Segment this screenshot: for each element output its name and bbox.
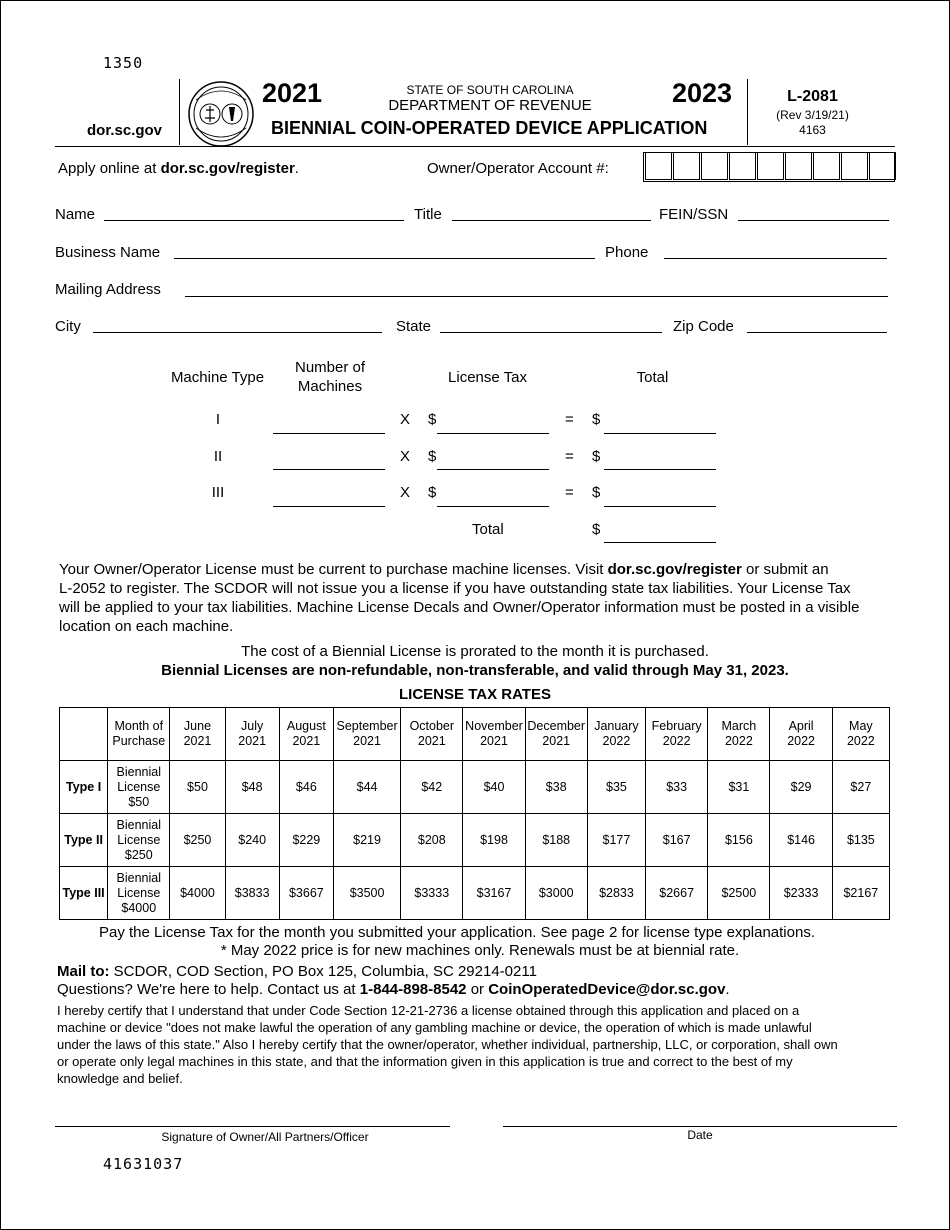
rate-cell: $208 (401, 814, 463, 867)
times-sign: X (400, 411, 411, 428)
license-desc-cell: Biennial License $4000 (108, 867, 170, 920)
dollar-sign: $ (592, 411, 601, 428)
license-desc-cell: Biennial License $250 (108, 814, 170, 867)
license-type-cell: Type II (60, 814, 108, 867)
times-sign: X (400, 484, 411, 501)
header-rule (55, 146, 895, 147)
mailing-address-input[interactable] (185, 296, 888, 297)
account-digit-box[interactable] (729, 152, 756, 180)
account-digit-box[interactable] (645, 152, 672, 180)
zip-label: Zip Code (673, 318, 734, 335)
rate-cell: $4000 (170, 867, 225, 920)
machine-type-label: I (215, 411, 221, 428)
month-of-purchase-header: Month of Purchase (108, 708, 170, 761)
business-name-input[interactable] (174, 258, 595, 259)
mailing-address-label: Mailing Address (55, 281, 161, 298)
license-tax-input[interactable] (437, 506, 549, 507)
header-divider-left (179, 79, 180, 145)
name-label: Name (55, 206, 96, 223)
license-tax-header: License Tax (448, 369, 527, 386)
rate-cell: $198 (463, 814, 525, 867)
department-name: DEPARTMENT OF REVENUE (388, 97, 592, 114)
dollar-sign: $ (592, 484, 601, 501)
number-of-machines-header-2: Machines (297, 378, 363, 395)
city-label: City (55, 318, 81, 335)
form-title: BIENNIAL COIN-OPERATED DEVICE APPLICATION (271, 118, 708, 138)
license-type-cell: Type I (60, 761, 108, 814)
rate-cell: $3833 (225, 867, 279, 920)
account-digit-box[interactable] (841, 152, 868, 180)
form-id: 4163 (799, 123, 826, 137)
machine-count-input[interactable] (273, 433, 385, 434)
month-header: October 2021 (401, 708, 463, 761)
form-revision: (Rev 3/19/21) (776, 108, 849, 122)
rate-cell: $188 (525, 814, 587, 867)
license-tax-rates-table (59, 707, 890, 920)
city-input[interactable] (93, 332, 382, 333)
email-link[interactable]: CoinOperatedDevice@dor.sc.gov (488, 981, 726, 998)
rate-cell: $167 (646, 814, 708, 867)
row-total-input[interactable] (604, 433, 716, 434)
pay-note: Pay the License Tax for the month you submitted your application. See page 2 for license type explanations. (99, 924, 815, 941)
license-tax-input[interactable] (437, 469, 549, 470)
rate-cell: $2833 (587, 867, 645, 920)
dollar-sign: $ (592, 448, 601, 465)
date-input[interactable] (503, 1126, 897, 1127)
rate-cell: $38 (525, 761, 587, 814)
dollar-sign: $ (428, 448, 437, 465)
may-note: * May 2022 price is for new machines only. Renewals must be at biennial rate. (220, 942, 740, 959)
row-total-input[interactable] (604, 506, 716, 507)
machine-type-label: III (211, 484, 225, 501)
title-label: Title (414, 206, 442, 223)
month-header: July 2021 (225, 708, 279, 761)
mail-to: Mail to: SCDOR, COD Section, PO Box 125, Columbia, SC 29214-0211 (57, 963, 537, 980)
rate-cell: $229 (279, 814, 333, 867)
header-divider-right (747, 79, 748, 145)
rate-cell: $46 (279, 761, 333, 814)
rate-cell: $35 (587, 761, 645, 814)
fein-label: FEIN/SSN (659, 206, 729, 223)
month-header: November 2021 (463, 708, 525, 761)
rate-cell: $3000 (525, 867, 587, 920)
month-header: December 2021 (525, 708, 587, 761)
month-header: January 2022 (587, 708, 645, 761)
rate-cell: $146 (770, 814, 832, 867)
dollar-sign: $ (428, 484, 437, 501)
rate-cell: $50 (170, 761, 225, 814)
apply-online-text: Apply online at dor.sc.gov/register. (58, 160, 299, 177)
table-corner-cell (60, 708, 108, 761)
times-sign: X (400, 448, 411, 465)
equals-sign: = (565, 448, 574, 465)
grand-total-label: Total (472, 521, 504, 538)
certification-text: I hereby certify that I understand that under Code Section 12-21-2736 a license obtained through this application and placed on a machine or device "does not make lawful the operation of any gambling machine or device, the operation of which is made unlawful under the laws of this state." Also I hereby certify that the owner/operator, whether individual, partnership, LLC, or corporation, shall own or operate only legal machines in this state, and that the information given in this application is true and correct to the best of my knowledge and belief. (57, 1003, 838, 1086)
license-desc-cell: Biennial License $50 (108, 761, 170, 814)
month-header: April 2022 (770, 708, 832, 761)
state-label: State (396, 318, 432, 335)
rate-cell: $3667 (279, 867, 333, 920)
state-seal-icon (186, 80, 256, 148)
rate-cell: $2333 (770, 867, 832, 920)
machine-count-input[interactable] (273, 469, 385, 470)
form-number: L-2081 (787, 88, 838, 105)
rate-cell: $2667 (646, 867, 708, 920)
rate-cell: $2167 (832, 867, 889, 920)
account-digit-box[interactable] (673, 152, 700, 180)
rate-cell: $40 (463, 761, 525, 814)
total-header: Total (636, 369, 669, 386)
rate-cell: $42 (401, 761, 463, 814)
rate-cell: $48 (225, 761, 279, 814)
date-label: Date (687, 1128, 713, 1142)
owner-license-notice: Your Owner/Operator License must be current to purchase machine licenses. Visit dor.sc.gov/register or submit an L-2052 to register. The SCDOR will not issue you a license if you have outstanding state tax liabilities. Your License Tax will be applied to your tax liabilities. Machine License Decals and Owner/Operator information must be posted in a visible location on each machine. (59, 561, 860, 635)
rate-cell: $240 (225, 814, 279, 867)
questions-line: Questions? We're here to help. Contact us at 1-844-898-8542 or CoinOperatedDevice@dor.sc.gov. (57, 981, 730, 998)
machine-type-header: Machine Type (170, 369, 265, 386)
prorated-note: The cost of a Biennial License is prorated to the month it is purchased. (241, 643, 709, 660)
account-digit-box[interactable] (757, 152, 784, 180)
year-start: 2021 (262, 78, 323, 108)
title-input[interactable] (452, 220, 651, 221)
rate-cell: $2500 (708, 867, 770, 920)
table-row (60, 761, 890, 814)
phone-input[interactable] (664, 258, 887, 259)
license-tax-input[interactable] (437, 433, 549, 434)
signature-input[interactable] (55, 1126, 450, 1127)
rate-cell: $135 (832, 814, 889, 867)
rate-cell: $177 (587, 814, 645, 867)
table-header-row (60, 708, 890, 761)
machine-type-label: II (213, 448, 223, 465)
rate-cell: $250 (170, 814, 225, 867)
form-code-bottom: 41631037 (103, 1155, 184, 1173)
year-end: 2023 (672, 78, 733, 108)
apply-online-link[interactable]: dor.sc.gov/register (160, 160, 295, 177)
nonrefundable-note: Biennial Licenses are non-refundable, non-transferable, and valid through May 31, 2023. (161, 662, 789, 679)
state-name: STATE OF SOUTH CAROLINA (406, 83, 574, 97)
business-name-label: Business Name (55, 244, 161, 261)
zip-input[interactable] (747, 332, 887, 333)
rate-cell: $33 (646, 761, 708, 814)
account-digit-box[interactable] (785, 152, 812, 180)
month-header: September 2021 (333, 708, 400, 761)
row-total-input[interactable] (604, 469, 716, 470)
rate-cell: $27 (832, 761, 889, 814)
account-digit-box[interactable] (813, 152, 840, 180)
phone-number: 1-844-898-8542 (359, 981, 467, 998)
rate-cell: $44 (333, 761, 400, 814)
rate-cell: $31 (708, 761, 770, 814)
register-link[interactable]: dor.sc.gov/register (607, 561, 742, 578)
account-digit-box[interactable] (701, 152, 728, 180)
fein-input[interactable] (738, 220, 889, 221)
account-digit-box[interactable] (869, 152, 896, 180)
equals-sign: = (565, 411, 574, 428)
table-row (60, 814, 890, 867)
account-label: Owner/Operator Account #: (427, 160, 609, 177)
form-code-top: 1350 (103, 54, 144, 72)
machine-count-input[interactable] (273, 506, 385, 507)
rate-cell: $3333 (401, 867, 463, 920)
dollar-sign: $ (592, 521, 601, 538)
license-type-cell: Type III (60, 867, 108, 920)
signature-label: Signature of Owner/All Partners/Officer (161, 1130, 369, 1144)
rate-cell: $3500 (333, 867, 400, 920)
equals-sign: = (565, 484, 574, 501)
phone-label: Phone (605, 244, 649, 261)
dollar-sign: $ (428, 411, 437, 428)
state-input[interactable] (440, 332, 662, 333)
month-header: May 2022 (832, 708, 889, 761)
month-header: June 2021 (170, 708, 225, 761)
rate-cell: $219 (333, 814, 400, 867)
rate-cell: $156 (708, 814, 770, 867)
number-of-machines-header-1: Number of (294, 359, 366, 376)
grand-total-input[interactable] (604, 542, 716, 543)
rate-cell: $3167 (463, 867, 525, 920)
website-label: dor.sc.gov (87, 122, 163, 139)
month-header: August 2021 (279, 708, 333, 761)
month-header: February 2022 (646, 708, 708, 761)
rate-cell: $29 (770, 761, 832, 814)
rates-title: LICENSE TAX RATES (399, 686, 551, 703)
table-row (60, 867, 890, 920)
name-input[interactable] (104, 220, 404, 221)
month-header: March 2022 (708, 708, 770, 761)
